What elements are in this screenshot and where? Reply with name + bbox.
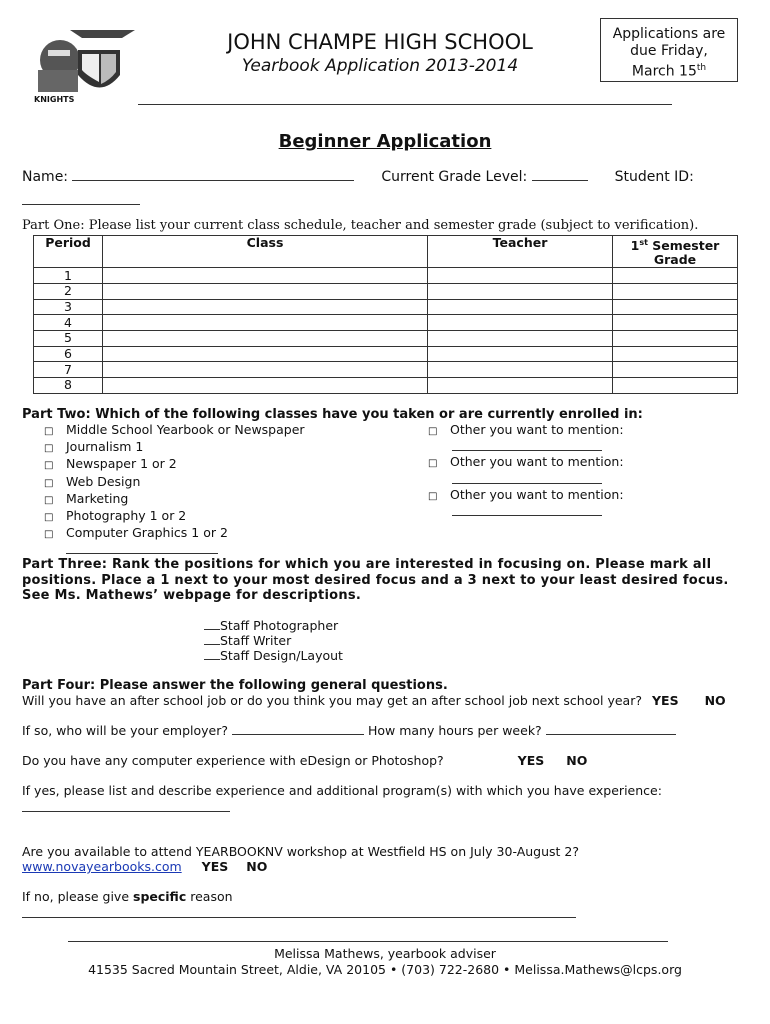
teacher-cell[interactable] xyxy=(428,299,613,315)
other-line[interactable] xyxy=(428,439,624,454)
table-row xyxy=(34,283,738,299)
grade-cell[interactable] xyxy=(613,299,738,315)
class-cell[interactable] xyxy=(103,330,428,346)
class-cell[interactable] xyxy=(103,362,428,378)
reason-field[interactable] xyxy=(22,906,576,921)
question-employer: If so, who will be your employer? How many hours per week? xyxy=(22,723,676,738)
student-id-label: Student ID: xyxy=(614,169,694,185)
question-reason: If no, please give specific reason xyxy=(22,889,233,904)
list-item[interactable]: Staff Writer xyxy=(204,633,343,648)
job-no-option[interactable]: NO xyxy=(704,693,726,708)
checkbox-icon[interactable]: □ xyxy=(428,426,438,437)
class-cell[interactable] xyxy=(103,346,428,362)
job-yes-option[interactable]: YES xyxy=(651,693,679,708)
col-period: Period xyxy=(34,236,103,268)
table-row xyxy=(34,346,738,362)
due-line-1: Applications are xyxy=(612,26,726,42)
part-two-title: Part Two: Which of the following classes have you taken or are currently enrolled in: xyxy=(22,407,643,422)
grade-cell[interactable] xyxy=(613,330,738,346)
class-cell[interactable] xyxy=(103,299,428,315)
question-job: Will you have an after school job or do you think you may get an after school job next school year? YES NO xyxy=(22,693,726,708)
grade-cell[interactable] xyxy=(613,362,738,378)
list-item[interactable]: Staff Photographer xyxy=(204,618,343,633)
part-two-right-list xyxy=(428,422,624,519)
describe-field[interactable] xyxy=(22,800,230,815)
checkbox-icon[interactable]: □ xyxy=(44,460,54,472)
class-cell[interactable] xyxy=(103,268,428,284)
question-describe: If yes, please list and describe experience and additional program(s) with which you have experience: xyxy=(22,783,662,798)
teacher-cell[interactable] xyxy=(428,283,613,299)
workshop-yes-option[interactable]: YES xyxy=(201,859,229,874)
list-item[interactable]: □ Photography 1 or 2 xyxy=(44,508,305,525)
class-cell[interactable] xyxy=(103,283,428,299)
teacher-cell[interactable] xyxy=(428,330,613,346)
school-logo xyxy=(30,20,138,106)
employer-field[interactable] xyxy=(232,724,364,735)
due-date-box xyxy=(600,18,738,82)
class-cell[interactable] xyxy=(103,377,428,393)
checkbox-icon[interactable]: □ xyxy=(44,529,54,541)
list-item[interactable]: □ Newspaper 1 or 2 xyxy=(44,456,305,473)
page-title: Beginner Application xyxy=(278,131,492,152)
part-two-left-list xyxy=(44,422,305,558)
question-workshop: Are you available to attend YEARBOOKNV workshop at Westfield HS on July 30-August 2? xyxy=(22,844,579,859)
period-cell: 5 xyxy=(34,330,103,346)
positions-list xyxy=(204,618,343,664)
table-header xyxy=(34,236,738,268)
col-grade xyxy=(613,236,738,268)
workshop-line xyxy=(22,859,267,874)
workshop-link[interactable]: www.novayearbooks.com xyxy=(22,859,182,874)
name-label: Name: xyxy=(22,169,69,185)
student-id-line xyxy=(22,190,140,209)
table-row xyxy=(34,268,738,284)
other-line[interactable] xyxy=(428,504,624,519)
col-teacher: Teacher xyxy=(428,236,613,268)
period-cell: 7 xyxy=(34,362,103,378)
period-cell: 4 xyxy=(34,315,103,331)
list-item[interactable]: □ Other you want to mention: xyxy=(428,422,624,439)
workshop-no-option[interactable]: NO xyxy=(246,859,268,874)
grade-col-line1: Semester xyxy=(652,238,720,254)
list-item[interactable]: □ Computer Graphics 1 or 2 xyxy=(44,525,305,542)
teacher-cell[interactable] xyxy=(428,377,613,393)
due-line-2: due Friday, xyxy=(630,43,708,59)
table-row xyxy=(34,377,738,393)
checkbox-icon[interactable]: □ xyxy=(44,443,54,455)
grade-cell[interactable] xyxy=(613,346,738,362)
list-item[interactable]: □ Web Design xyxy=(44,474,305,491)
period-cell: 3 xyxy=(34,299,103,315)
grade-field[interactable] xyxy=(532,180,588,181)
checkbox-icon[interactable]: □ xyxy=(44,426,54,437)
teacher-cell[interactable] xyxy=(428,268,613,284)
list-item[interactable]: □ Other you want to mention: xyxy=(428,487,624,504)
teacher-cell[interactable] xyxy=(428,315,613,331)
footer-address: 41535 Sacred Mountain Street, Aldie, VA 20105 • (703) 722-2680 • Melissa.Mathews@lcps.org xyxy=(88,962,682,977)
table-row xyxy=(34,330,738,346)
grade-cell[interactable] xyxy=(613,315,738,331)
period-cell: 2 xyxy=(34,283,103,299)
teacher-cell[interactable] xyxy=(428,346,613,362)
grade-col-prefix: 1 xyxy=(630,238,640,254)
col-class: Class xyxy=(103,236,428,268)
schedule-table xyxy=(33,235,738,394)
grade-col-line2: Grade xyxy=(653,252,697,268)
student-id-field[interactable] xyxy=(22,190,140,205)
due-date: March 15 xyxy=(631,63,697,80)
header-rule xyxy=(138,104,672,105)
class-cell[interactable] xyxy=(103,315,428,331)
question-computer: Do you have any computer experience with eDesign or Photoshop? YES NO xyxy=(22,753,588,768)
due-date-suffix: th xyxy=(696,63,707,73)
footer-adviser: Melissa Mathews, yearbook adviser xyxy=(274,946,496,961)
checkbox-icon[interactable]: □ xyxy=(428,490,438,502)
period-cell: 1 xyxy=(34,268,103,284)
application-subtitle: Yearbook Application 2013-2014 xyxy=(241,56,519,76)
grade-col-sup: st xyxy=(639,238,648,247)
part-four-title: Part Four: Please answer the following general questions. xyxy=(22,678,448,693)
list-item[interactable]: □ Other you want to mention: xyxy=(428,454,624,471)
table-row xyxy=(34,315,738,331)
checkbox-icon[interactable]: □ xyxy=(44,477,54,489)
table-row xyxy=(34,299,738,315)
teacher-cell[interactable] xyxy=(428,362,613,378)
list-item[interactable]: □ Middle School Yearbook or Newspaper xyxy=(44,422,305,439)
other-line[interactable] xyxy=(428,472,624,487)
computer-yes-option[interactable]: YES xyxy=(517,753,545,768)
grade-cell[interactable] xyxy=(613,283,738,299)
hours-field[interactable] xyxy=(546,724,676,735)
due-line-3 xyxy=(601,60,737,81)
logo-text: KNIGHTS xyxy=(34,95,75,104)
checkbox-icon[interactable]: □ xyxy=(428,458,438,470)
checkbox-icon[interactable]: □ xyxy=(44,494,54,506)
other-line[interactable] xyxy=(44,542,305,557)
list-item[interactable]: □ Marketing xyxy=(44,491,305,508)
grade-cell[interactable] xyxy=(613,268,738,284)
part-one-instruction: Part One: Please list your current class schedule, teacher and semester grade (subject to verification). xyxy=(22,218,699,233)
period-cell: 8 xyxy=(34,377,103,393)
list-item[interactable]: □ Journalism 1 xyxy=(44,439,305,456)
school-name: JOHN CHAMPE HIGH SCHOOL xyxy=(227,30,533,54)
checkbox-icon[interactable]: □ xyxy=(44,512,54,524)
name-field[interactable] xyxy=(72,180,354,181)
footer-rule xyxy=(68,941,668,942)
period-cell: 6 xyxy=(34,346,103,362)
grade-label: Current Grade Level: xyxy=(381,169,528,185)
part-three-text: Part Three: Rank the positions for which you are interested in focusing on. Please mark all positions. Place a 1 next to your most desired focus and a 3 next to your least desired focus. See Ms. Mathews’ webpage for descriptions. xyxy=(22,557,729,603)
identity-fields xyxy=(22,169,694,185)
computer-no-option[interactable]: NO xyxy=(566,753,588,768)
list-item[interactable]: Staff Design/Layout xyxy=(204,648,343,663)
grade-cell[interactable] xyxy=(613,377,738,393)
table-row xyxy=(34,362,738,378)
